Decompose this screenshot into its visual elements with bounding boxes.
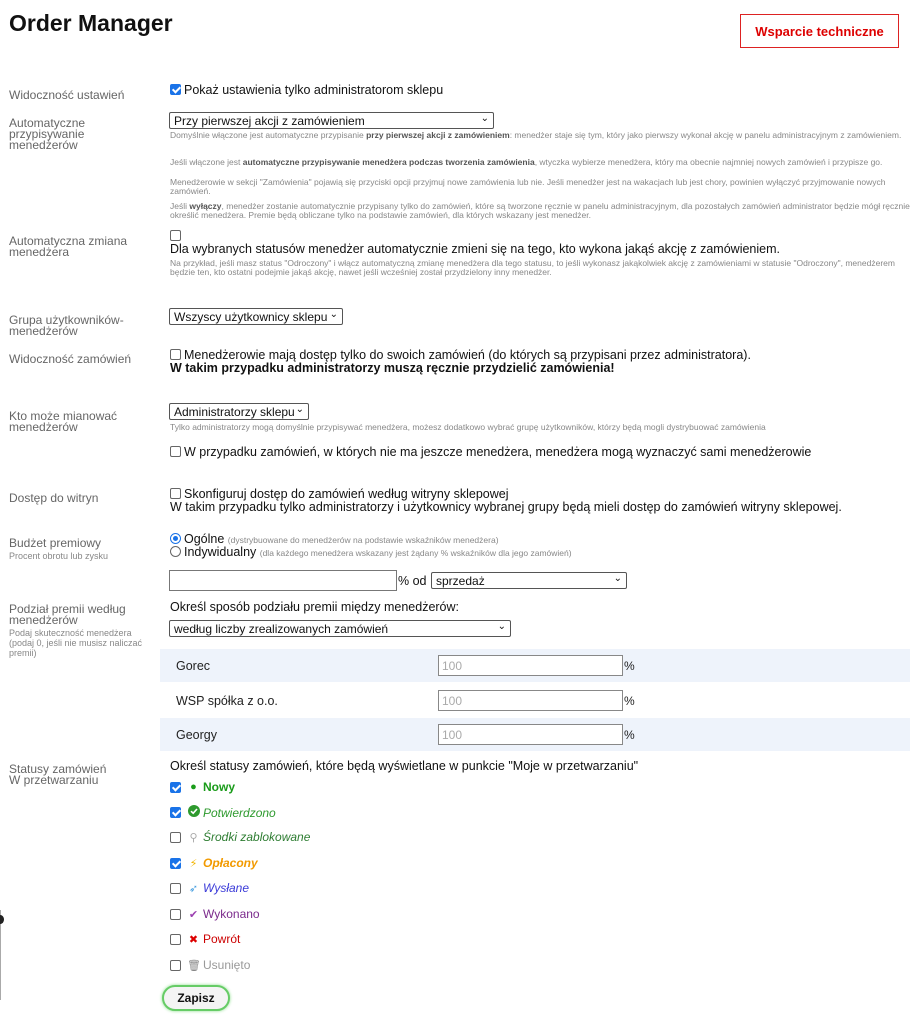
bonus-label-text: Budżet premiowy <box>9 536 102 550</box>
status-label: Wykonano <box>203 907 260 921</box>
auto-assign-select-value: Przy pierwszej akcji z zamówieniem <box>174 114 365 128</box>
visibility-checkbox[interactable] <box>170 84 181 95</box>
visibility-checkbox-label: Pokaż ustawienia tylko administratorom sklepu <box>184 83 444 97</box>
manager-efficiency-input[interactable]: 100 <box>438 690 623 711</box>
auto-assign-note-2: Jeśli włączone jest automatyczne przypisywanie menedżera podczas tworzenia zamówienia, wtyczka wybierze menedżera, który ma obecnie najmniej nowych zamówień i przypisze go. <box>170 157 883 167</box>
storefront-text-2: W takim przypadku tylko administratorzy i użytkownicy wybranej grupy będą mieli dostęp do zamówień witryny sklepowej. <box>170 500 842 514</box>
manager-row <box>160 684 910 717</box>
auto-change-label: Automatyczna zmiana menedżera <box>9 234 128 259</box>
split-method-value: według liczby zrealizowanych zamówień <box>174 622 389 636</box>
manager-pct: % <box>624 693 635 708</box>
user-group-select[interactable] <box>169 308 343 325</box>
manager-name: Georgy <box>176 727 217 742</box>
who-assigns-checkbox[interactable] <box>170 446 181 457</box>
storefront-label: Dostęp do witryn <box>9 491 99 505</box>
bonus-basis-select[interactable] <box>431 572 627 589</box>
auto-assign-note-3: Menedżerowie w sekcji "Zamówienia" pojawią się przyciski opcji przyjmuj nowe zamówienia lub nie. Jeśli menedżer jest na wakacjach lub jest chory, powinien wyłączyć przyjmowanie nowych zamówień. <box>170 177 886 196</box>
statuses-label-text-2: W przetwarzaniu <box>9 773 99 787</box>
manager-name: Gorec <box>176 658 211 673</box>
auto-change-text: Dla wybranych statusów menedżer automatycznie zmieni się na tego, kto wykona jakąś akcję z zamówieniem. <box>170 242 780 256</box>
status-label: Środki zablokowane <box>203 830 311 844</box>
user-group-label: Grupa użytkowników-menedżerów <box>9 313 124 338</box>
support-button[interactable]: Wsparcie techniczne <box>740 14 899 48</box>
who-assigns-label: Kto może mianować menedżerów <box>9 409 118 434</box>
green-check-circle-icon <box>187 805 200 820</box>
who-assigns-select-value: Administratorzy sklepu <box>174 405 295 419</box>
auto-change-note: Na przykład, jeśli masz status "Odroczony" i włącz automatyczną zmianę menedżera dla tego statusu, to jeśli wykonasz jakąkolwiek akcję z zamówieniami w statusie "Odroczony", menedżerem będzie ten, kto ostatni podejmie jakąś akcję, nawet jeśli wcześniej został przydzielony inny menedżer. <box>170 258 895 277</box>
visibility-option[interactable] <box>170 84 443 97</box>
auto-assign-note-1: Domyślnie włączone jest automatyczne przypisanie przy pierwszej akcji z zamówieniem: menedżer staje się tym, który jako pierwszy wykonał akcję w panelu administracyjnym z zamówieniem. <box>170 130 902 140</box>
bonus-individual-label: Indywidualny <box>184 545 257 559</box>
bonus-general-radio[interactable] <box>170 533 181 544</box>
statuses-label-text: Statusy zamówień <box>9 762 107 776</box>
chevron-down-icon: ⌄ <box>295 404 304 415</box>
bonus-basis-value: sprzedaż <box>436 574 485 588</box>
storefront-checkbox[interactable] <box>170 488 181 499</box>
status-label: Opłacony <box>203 856 258 870</box>
manager-row <box>160 718 910 751</box>
status-checkbox[interactable] <box>170 807 181 818</box>
split-method-select[interactable] <box>169 620 511 637</box>
statuses-label <box>9 764 106 786</box>
bonus-label <box>9 538 108 561</box>
red-x-icon: ✖ <box>188 933 199 946</box>
save-button[interactable]: Zapisz <box>162 985 230 1011</box>
status-item-confirmed[interactable] <box>170 805 276 820</box>
bonus-sublabel: Procent obrotu lub zysku <box>9 551 109 561</box>
chevron-down-icon: ⌄ <box>497 621 506 632</box>
chevron-down-icon: ⌄ <box>613 573 622 584</box>
bonus-pct-label: % od <box>398 574 427 588</box>
lightning-icon: ⚡ <box>189 857 198 870</box>
who-assigns-note: Tylko administratorzy mogą domyślnie przypisywać menedżera, możesz dodatkowo wybrać grupę użytkowników, którzy będą mogli dystrybuować zamówienia <box>170 422 766 432</box>
status-item-deleted[interactable] <box>170 958 250 972</box>
bonus-general-label: Ogólne <box>184 532 225 546</box>
manager-efficiency-input[interactable]: 100 <box>438 655 623 676</box>
auto-assign-select[interactable] <box>169 112 494 129</box>
bonus-individual-radio[interactable] <box>170 546 181 557</box>
bonus-option-individual[interactable] <box>170 546 572 559</box>
status-item-sent[interactable] <box>170 881 249 895</box>
status-label: Usunięto <box>203 958 251 972</box>
split-sublabel: Podaj skuteczność menedżera (podaj 0, jeśli nie musisz naliczać premii) <box>9 628 143 658</box>
manager-pct: % <box>624 727 635 742</box>
status-label: Powrót <box>203 932 241 946</box>
who-assigns-option[interactable] <box>170 446 811 459</box>
visibility-label: Widoczność ustawień <box>9 88 125 102</box>
split-label <box>9 604 144 658</box>
status-checkbox[interactable] <box>170 832 181 843</box>
order-visibility-checkbox[interactable] <box>170 349 181 360</box>
status-checkbox[interactable] <box>170 909 181 920</box>
trash-icon: 🗑 <box>187 959 201 972</box>
status-item-done[interactable] <box>170 907 260 921</box>
status-item-new[interactable] <box>170 780 235 794</box>
status-item-funds-blocked[interactable] <box>170 830 310 844</box>
order-visibility-warning: W takim przypadku administratorzy muszą ręcznie przydzielić zamówienia! <box>170 361 615 375</box>
status-checkbox[interactable] <box>170 883 181 894</box>
auto-change-checkbox[interactable] <box>170 230 181 241</box>
status-label: Nowy <box>203 780 236 794</box>
chevron-down-icon: ⌄ <box>480 113 489 124</box>
chevron-down-icon: ⌄ <box>329 309 338 320</box>
paper-plane-icon: ➶ <box>188 882 199 895</box>
who-assigns-select[interactable] <box>169 403 309 420</box>
who-assigns-checkbox-label: W przypadku zamówień, w których nie ma jeszcze menedżera, menedżera mogą wyznaczyć sami menedżerowie <box>184 445 812 459</box>
status-item-paid[interactable] <box>170 856 258 870</box>
statuses-heading: Określ statusy zamówień, które będą wyświetlane w punkcie "Moje w przetwarzaniu" <box>170 759 639 773</box>
status-checkbox[interactable] <box>170 960 181 971</box>
user-group-select-value: Wszyscy użytkownicy sklepu <box>174 310 328 324</box>
storefront-text: Skonfiguruj dostęp do zamówień według witryny sklepowej <box>184 487 509 501</box>
purple-check-icon: ✔ <box>188 908 199 921</box>
status-checkbox[interactable] <box>170 782 181 793</box>
status-checkbox[interactable] <box>170 934 181 945</box>
bonus-percent-input[interactable] <box>169 570 397 591</box>
status-checkbox[interactable] <box>170 858 181 869</box>
manager-pct: % <box>624 658 635 673</box>
auto-assign-label: Automatyczne przypisywanie menedżerów <box>9 116 86 152</box>
auto-assign-note-4: Jeśli wyłączy, menedżer zostanie automatycznie przypisany tylko do zamówień, które są tworzone ręcznie w panelu administracyjnym, dla pozostałych zamówień administrator będzie mógł ręcznie określić menedżera. Premie będą obliczane tylko na podstawie zamówień, dla których wskazany jest menedżer. <box>170 201 910 220</box>
bonus-individual-note: (dla każdego menedżera wskazany jest żądany % wskaźników dla jego zamówień) <box>259 548 572 558</box>
status-label: Wysłane <box>203 881 250 895</box>
manager-row <box>160 649 910 682</box>
manager-efficiency-input[interactable]: 100 <box>438 724 623 745</box>
status-item-return[interactable] <box>170 932 240 946</box>
manager-name: WSP spółka z o.o. <box>176 693 278 708</box>
split-label-text: Podział premii według menedżerów <box>9 602 126 627</box>
page-title: Order Manager <box>9 10 173 36</box>
pin-icon: ⚲ <box>189 831 198 844</box>
bonus-general-note: (dystrybuowane do menedżerów na podstawie wskaźników menedżera) <box>227 535 499 545</box>
order-visibility-text: Menedżerowie mają dostęp tylko do swoich zamówień (do których są przypisani przez administratora). <box>184 348 751 362</box>
status-label: Potwierdzono <box>203 805 276 820</box>
order-visibility-label: Widoczność zamówień <box>9 352 132 366</box>
green-dot-icon: ● <box>190 781 197 793</box>
split-heading: Określ sposób podziału premii między menedżerów: <box>170 600 460 614</box>
